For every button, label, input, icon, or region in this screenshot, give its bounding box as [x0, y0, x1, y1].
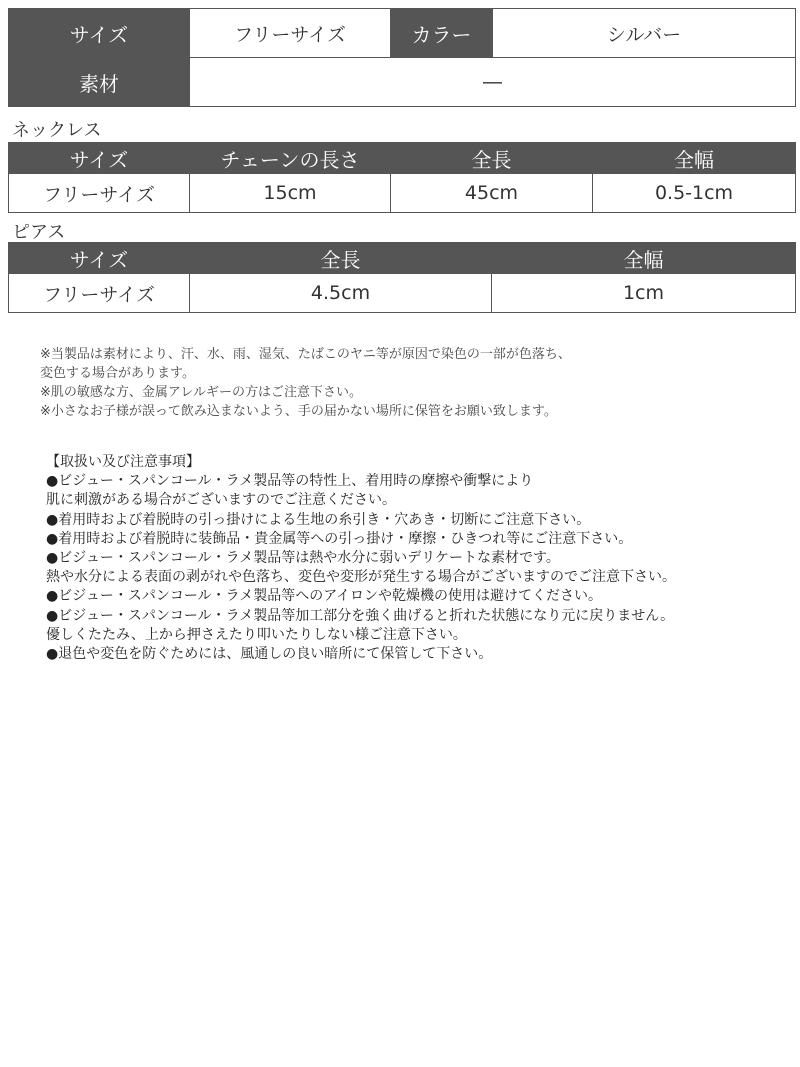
pierce-header-width: 全幅: [492, 243, 796, 274]
care-line: 優しくたたみ、上から押さえたり叩いたりしない様ご注意下さい。: [46, 626, 467, 643]
necklace-table: [8, 142, 796, 213]
color-label: カラー: [391, 9, 493, 58]
note-line: ※小さなお子様が誤って飲み込まないよう、手の届かない場所に保管をお願い致します。: [40, 404, 557, 419]
care-instructions: [46, 453, 676, 664]
necklace-header-row: [9, 143, 796, 174]
pierce-header-total-length: 全長: [190, 243, 492, 274]
necklace-width: 0.5-1cm: [593, 174, 796, 213]
size-value: フリーサイズ: [190, 9, 391, 58]
necklace-total-length: 45cm: [391, 174, 593, 213]
necklace-header-size: サイズ: [9, 143, 190, 174]
color-value: シルバー: [493, 9, 796, 58]
care-line: ●ビジュー・スパンコール・ラメ製品等の特性上、着用時の摩擦や衝撃により: [46, 473, 534, 490]
care-line: ●ビジュー・スパンコール・ラメ製品等へのアイロンや乾燥機の使用は避けてください。: [46, 588, 602, 605]
necklace-data-row: [9, 174, 796, 213]
note-line: ※肌の敏感な方、金属アレルギーの方はご注意下さい。: [40, 385, 363, 400]
care-line: 肌に刺激がある場合がございますのでご注意ください。: [46, 492, 396, 509]
spec-row-material: [9, 58, 796, 107]
pierce-table: [8, 242, 796, 313]
note-line: ※当製品は素材により、汗、水、雨、湿気、たばこのヤニ等が原因で染色の一部が色落ち、: [40, 347, 571, 362]
spec-table: [8, 8, 796, 107]
care-line: ●着用時および着脱時に装飾品・貴金属等への引っ掛け・摩擦・ひきつれ等にご注意下さい。: [46, 530, 633, 547]
pierce-total-length: 4.5cm: [190, 274, 492, 313]
necklace-header-width: 全幅: [593, 143, 796, 174]
necklace-title: ネックレス: [12, 120, 102, 141]
care-line: ●着用時および着脱時の引っ掛けによる生地の糸引き・穴あき・切断にご注意下さい。: [46, 511, 591, 528]
pierce-header-row: [9, 243, 796, 274]
care-line: ●ビジュー・スパンコール・ラメ製品等は熱や水分に弱いデリケートな素材です。: [46, 550, 560, 567]
pierce-header-size: サイズ: [9, 243, 190, 274]
note-line: 変色する場合があります。: [40, 366, 195, 381]
material-value: ―: [190, 58, 796, 107]
necklace-header-total-length: 全長: [391, 143, 593, 174]
care-line: 熱や水分による表面の剥がれや色落ち、変色や変形が発生する場合がございますのでご注意下さい。: [46, 569, 676, 586]
necklace-header-chain-length: チェーンの長さ: [190, 143, 391, 174]
care-line: ●退色や変色を防ぐためには、風通しの良い暗所にて保管して下さい。: [46, 646, 493, 663]
spec-row-size-color: [9, 9, 796, 58]
pierce-width: 1cm: [492, 274, 796, 313]
material-label: 素材: [9, 58, 190, 107]
care-heading: 【取扱い及び注意事項】: [46, 454, 200, 470]
size-label: サイズ: [9, 9, 190, 58]
necklace-chain-length: 15cm: [190, 174, 391, 213]
pierce-title: ピアス: [12, 222, 66, 243]
necklace-size: フリーサイズ: [9, 174, 190, 213]
care-line: ●ビジュー・スパンコール・ラメ製品等加工部分を強く曲げると折れた状態になり元に戻りません。: [46, 607, 675, 624]
pierce-data-row: [9, 274, 796, 313]
caution-notes: [40, 345, 571, 421]
pierce-size: フリーサイズ: [9, 274, 190, 313]
